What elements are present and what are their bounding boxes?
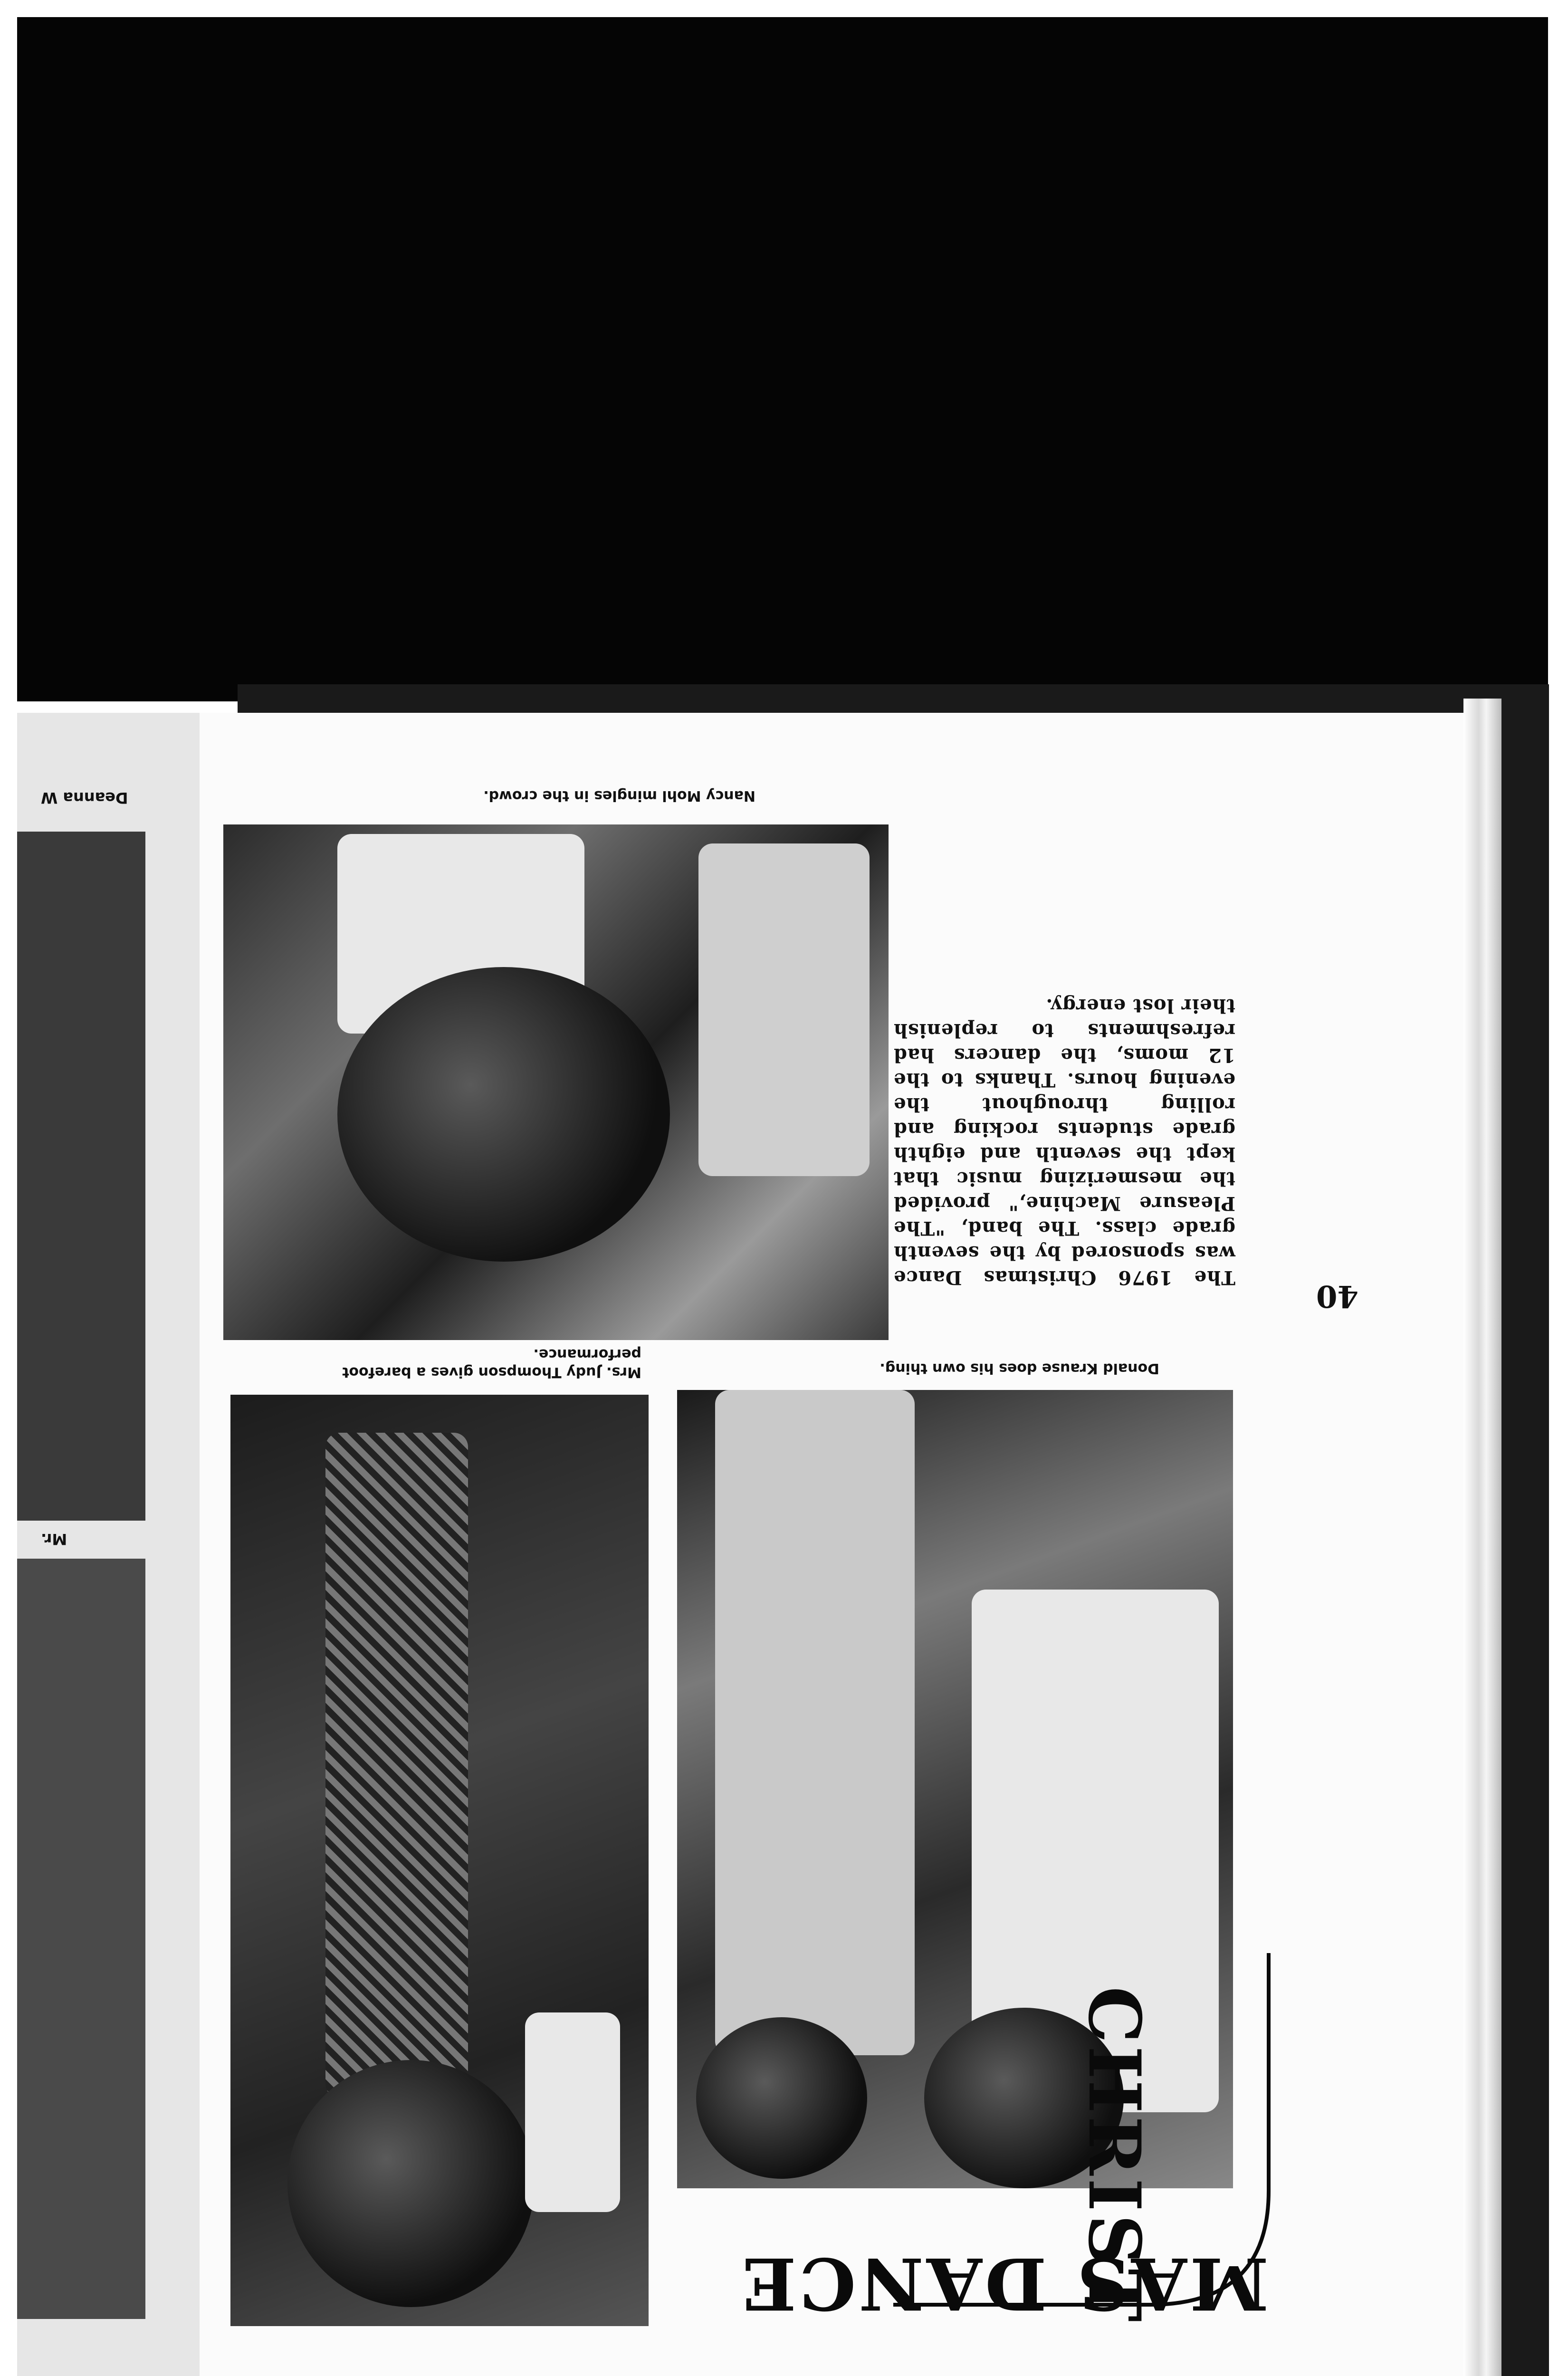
title-part-christ: CHRIST bbox=[1072, 1986, 1156, 2325]
article-body: The 1976 Christmas Dance was sponsored by the seventh grade class. The band, "The Pleasure Machine," provided the mesmerizing music that kept the seventh and eighth grade students rocking and rolling throughout the evening hours. Thanks to the 12 moms, the dancers had refreshments to replenish their lost energy. bbox=[893, 995, 1235, 1289]
scan-background bbox=[17, 17, 1548, 701]
left-page-caption-top: Deanna W bbox=[41, 789, 128, 807]
left-page-caption-mid: Mr. bbox=[41, 1530, 67, 1548]
page-edge bbox=[1463, 699, 1501, 2376]
caption-nancy: Nancy Mohl mingles in the crowd. bbox=[483, 787, 755, 804]
photo-nancy-mohl bbox=[223, 824, 889, 1340]
caption-judy-thompson: Mrs. Judy Thompson gives a barefoot performance. bbox=[342, 1346, 641, 1380]
left-page-photo-bottom bbox=[17, 1559, 145, 2319]
caption-donald-krause: Donald Krause does his own thing. bbox=[880, 1360, 1159, 1377]
page-title bbox=[739, 1944, 1330, 2325]
photo-judy-thompson bbox=[230, 1395, 649, 2326]
left-page-photo-top bbox=[17, 832, 145, 1521]
title-part-mas-dance: MAS DANCE bbox=[739, 2242, 1269, 2325]
page-number: 40 bbox=[1316, 1278, 1359, 1314]
left-facing-page bbox=[17, 713, 226, 2376]
